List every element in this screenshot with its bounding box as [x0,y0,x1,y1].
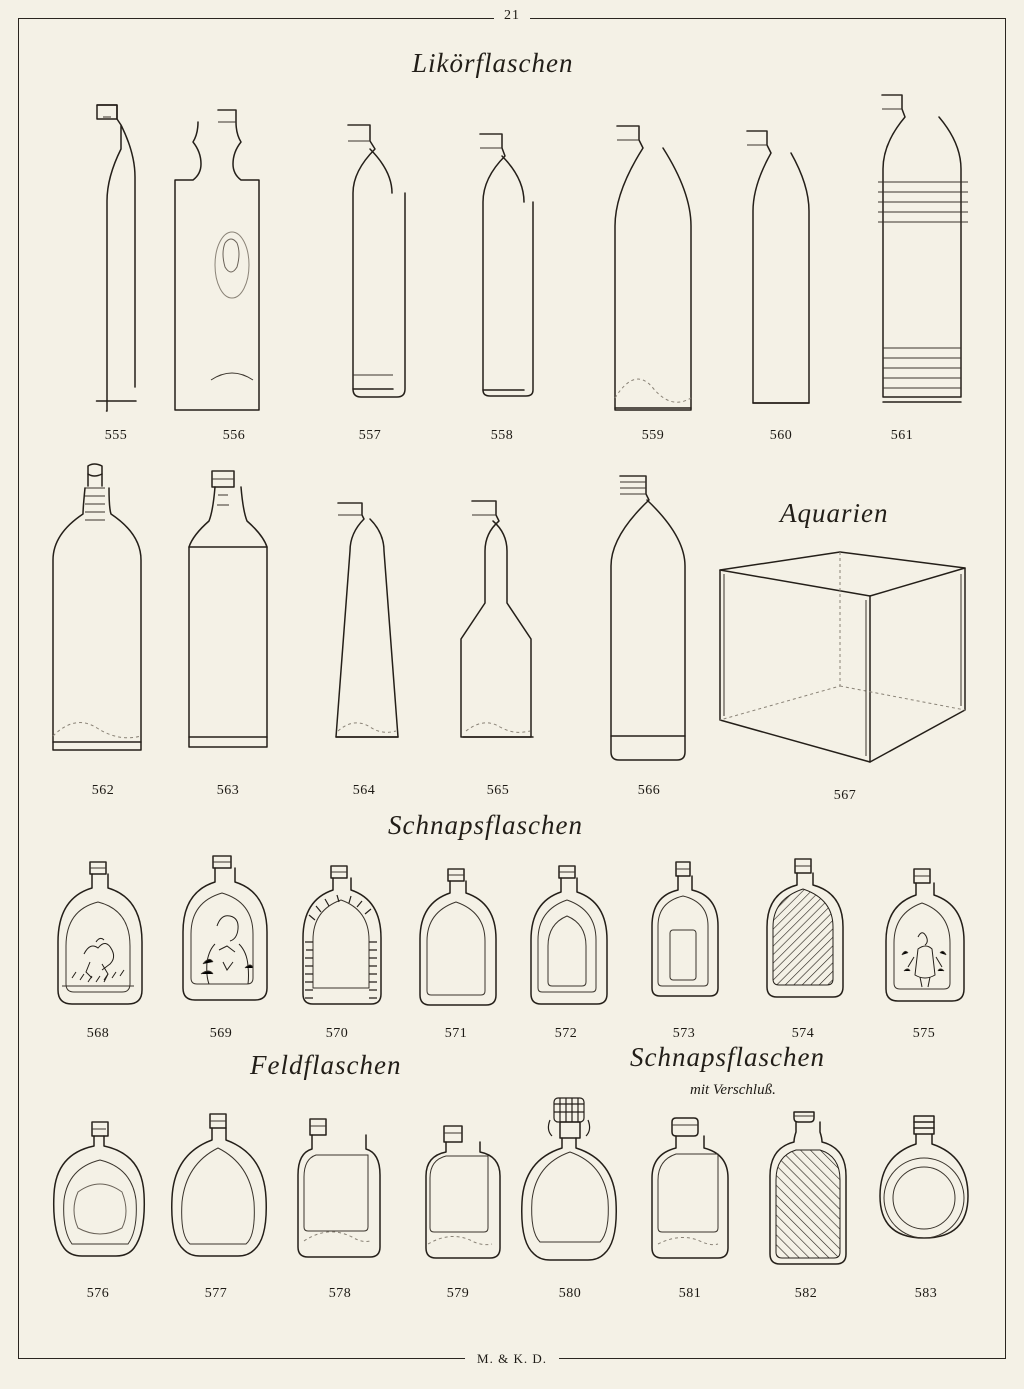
item-number-557: 557 [358,428,382,443]
catalog-item-577[interactable] [160,1110,285,1308]
catalog-item-571[interactable] [400,865,515,1048]
item-number-568: 568 [86,1026,110,1041]
item-number-562: 562 [91,783,115,798]
catalog-item-556[interactable] [170,105,295,455]
page-number: 21 [494,8,530,24]
item-number-576: 576 [86,1286,110,1301]
catalog-item-565[interactable] [430,495,555,810]
catalog-item-572[interactable] [512,862,627,1048]
catalog-item-568[interactable] [40,858,160,1048]
item-number-583: 583 [914,1286,938,1301]
item-number-575: 575 [912,1026,936,1041]
item-number-559: 559 [641,428,665,443]
catalog-item-559[interactable] [565,120,700,455]
section-subtitle-mit-verschluss: mit Verschluß. [690,1082,776,1098]
section-title-schnapsflaschen: Schnapsflaschen [388,810,583,840]
catalog-item-580[interactable] [512,1090,632,1308]
item-number-572: 572 [554,1026,578,1041]
item-number-570: 570 [325,1026,349,1041]
item-number-561: 561 [890,428,914,443]
item-number-567: 567 [833,788,857,803]
item-number-582: 582 [794,1286,818,1301]
catalog-item-563[interactable] [170,465,290,810]
page-border-right [1005,18,1006,1359]
catalog-item-562[interactable] [45,460,170,810]
catalog-item-558[interactable] [430,130,560,455]
catalog-item-566[interactable] [565,470,705,810]
catalog-item-583[interactable] [868,1112,986,1308]
item-number-581: 581 [678,1286,702,1301]
item-number-560: 560 [769,428,793,443]
section-title-feldflaschen: Feldflaschen [250,1050,402,1080]
item-number-573: 573 [672,1026,696,1041]
page-border-left [18,18,19,1359]
catalog-item-573[interactable] [628,858,743,1048]
item-number-569: 569 [209,1026,233,1041]
item-number-564: 564 [352,783,376,798]
catalog-item-578[interactable] [282,1115,402,1308]
section-title-likoerflaschen: Likörflaschen [412,48,574,78]
item-number-558: 558 [490,428,514,443]
catalog-item-567[interactable] [700,540,990,810]
catalog-item-582[interactable] [748,1108,868,1308]
item-number-556: 556 [222,428,246,443]
catalog-item-560[interactable] [705,125,825,455]
item-number-563: 563 [216,783,240,798]
catalog-item-557[interactable] [300,120,430,455]
catalog-item-581[interactable] [632,1112,750,1308]
catalog-item-574[interactable] [745,855,865,1048]
catalog-item-569[interactable] [165,852,285,1048]
section-title-aquarien: Aquarien [780,498,889,528]
catalog-item-564[interactable] [300,495,420,810]
section-title-schnapsflaschen-verschluss: Schnapsflaschen [630,1042,825,1072]
item-number-566: 566 [637,783,661,798]
item-number-555: 555 [104,428,128,443]
catalog-item-570[interactable] [285,862,400,1048]
catalog-item-576[interactable] [40,1118,160,1308]
catalog-item-575[interactable] [868,865,986,1048]
item-number-574: 574 [791,1026,815,1041]
item-number-577: 577 [204,1286,228,1301]
catalog-item-555[interactable] [50,95,175,455]
catalog-item-561[interactable] [840,90,970,455]
item-number-578: 578 [328,1286,352,1301]
item-number-580: 580 [558,1286,582,1301]
item-number-579: 579 [446,1286,470,1301]
catalog-item-579[interactable] [400,1122,518,1308]
item-number-565: 565 [486,783,510,798]
item-number-571: 571 [444,1026,468,1041]
publisher-mark: M. & K. D. [465,1351,559,1367]
